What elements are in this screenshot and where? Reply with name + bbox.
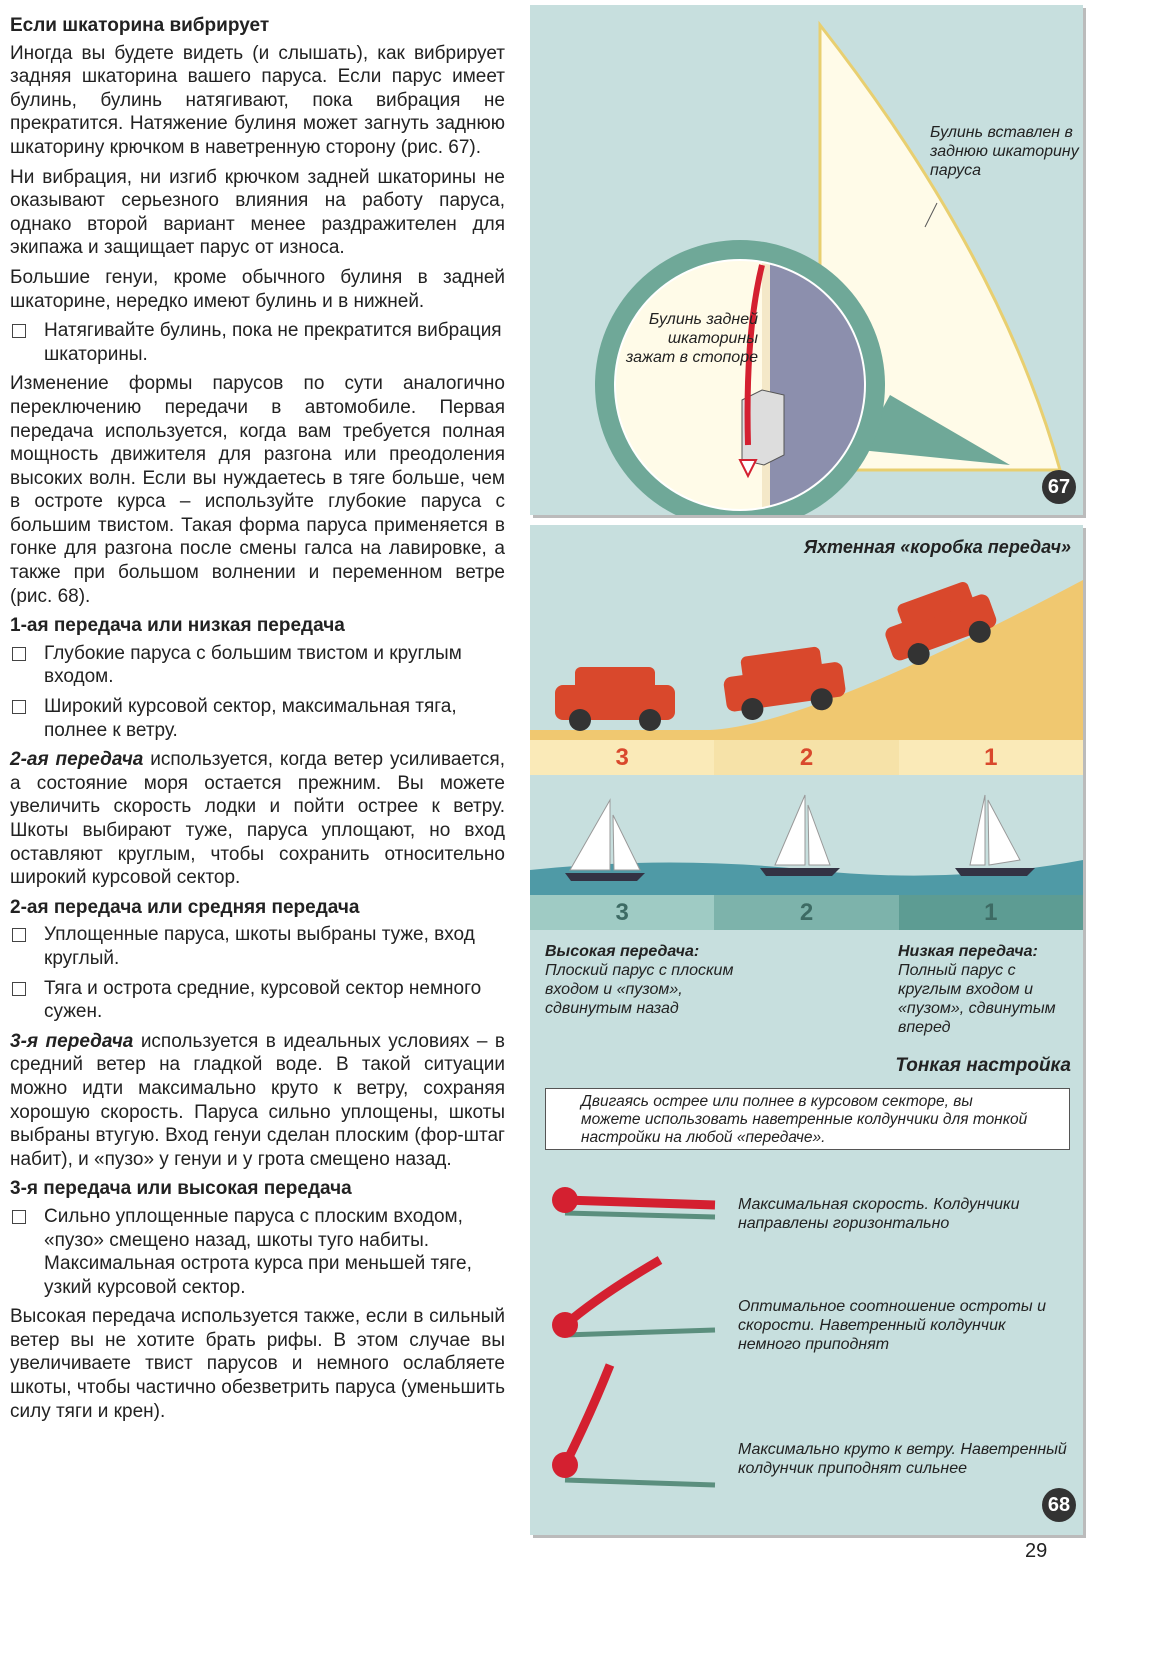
fine-tuning-title: Тонкая настройка xyxy=(895,1055,1071,1076)
low-gear-note xyxy=(898,943,1083,1037)
checklist-item xyxy=(10,1205,505,1299)
paragraph: Большие генуи, кроме обычного булиня в задней шкаторине, нередко имеют булинь и в нижней. xyxy=(10,266,505,312)
gears-illustration xyxy=(530,525,1083,945)
high-gear-note xyxy=(545,943,765,1018)
figure-68 xyxy=(530,525,1083,1535)
telltale-icon xyxy=(552,1260,715,1338)
checkbox-icon xyxy=(12,324,26,338)
checklist-text: Широкий курсовой сектор, максимальная тяга, полнее к ветру. xyxy=(44,696,457,741)
main-text-column xyxy=(10,8,505,1429)
telltale-icon xyxy=(552,1187,715,1217)
figure-title: Яхтенная «коробка передач» xyxy=(803,537,1071,557)
checklist-item xyxy=(10,695,505,742)
telltale-icon xyxy=(552,1365,715,1485)
checkbox-icon xyxy=(12,700,26,714)
gear-label: 2 xyxy=(714,895,898,930)
low-gear-title: Низкая передача: xyxy=(898,943,1038,960)
checklist-item xyxy=(10,642,505,689)
heading-leech-vibration: Если шкаторина вибрирует xyxy=(10,15,270,36)
paragraph: Иногда вы будете видеть (и слышать), как вибрирует задняя шкаторина вашего паруса. Если парус имеет булинь, булинь натягивают, пока вибрация не прекратится. Натяжение булиня может загнуть заднюю шкаторину крючком в наветренную сторону (рис. 67). xyxy=(10,42,505,158)
term: 2-ая передача xyxy=(10,749,144,771)
checklist-text: Натягивайте булинь, пока не прекратится вибрация шкаторины. xyxy=(44,320,502,365)
checkbox-icon xyxy=(12,982,26,996)
gear-label: 3 xyxy=(615,743,629,771)
checkbox-icon xyxy=(12,647,26,661)
paragraph: Ни вибрация, ни изгиб крючком задней шкаторины не оказывают серьезного влияния на работу паруса, однако второй вариант менее раздражителен для экипажа и защищает парус от износа. xyxy=(10,166,505,259)
checklist-text: Сильно уплощенные паруса с плоским входом, «пузо» смещено назад, шкоты туго набиты. Максимальная острота курса при меньшей тяге, узкий курсовой сектор. xyxy=(44,1205,472,1298)
figure-number-badge: 67 xyxy=(1042,470,1076,504)
page-number: 29 xyxy=(1025,1540,1048,1562)
checkbox-icon xyxy=(12,1210,26,1224)
label-leech-line: Булинь вставлен в заднюю шкаторину паруса xyxy=(930,124,1079,179)
telltales-illustration xyxy=(550,1155,750,1535)
heading-gear-2: 2-ая передача или средняя передача xyxy=(10,896,360,918)
figure-67 xyxy=(530,5,1083,515)
paragraph xyxy=(10,748,505,890)
telltale-caption: Максимально круто к ветру. Наветренный колдунчик приподнят сильнее xyxy=(738,1441,1067,1477)
gear-label: 1 xyxy=(899,895,1083,930)
checklist-item xyxy=(10,923,505,970)
checklist-item xyxy=(10,977,505,1024)
checklist-item xyxy=(10,319,505,366)
heading-gear-3: 3-я передача или высокая передача xyxy=(10,1178,352,1200)
telltale-caption: Максимальная скорость. Колдунчики направлены горизонтально xyxy=(738,1196,1020,1232)
checklist-text: Тяга и острота средние, курсовой сектор немного сужен. xyxy=(44,977,482,1023)
low-gear-text: Полный парус с круглым входом и «пузом», сдвинутым вперед xyxy=(898,962,1056,1036)
gear-strip-sea xyxy=(530,895,1083,930)
paragraph-text: используется в идеальных условиях – в средний ветер на гладкой воде. В такой ситуации можно идти максимально круто к ветру, сохраняя хорошую скорость. Паруса сильно уплощены, шкоты выбраны втугую. Вход генуи сделан плоским (фор-штаг набит), и «пузо» у генуи и у грота смещено назад. xyxy=(10,1030,505,1170)
car-icon xyxy=(555,667,675,731)
gear-label: 2 xyxy=(714,740,898,775)
checklist-text: Глубокие паруса с большим твистом и круглым входом. xyxy=(44,642,462,688)
label-line-cleat: Булинь задней шкаторины зажат в стопоре xyxy=(625,311,758,366)
checkbox-icon xyxy=(12,928,26,942)
heading-gear-1: 1-ая передача или низкая передача xyxy=(10,615,345,637)
gear-label: 3 xyxy=(615,898,629,926)
fine-tuning-box: Двигаясь острее или полнее в курсовом секторе, вы можете использовать наветренные колдунчики для тонкой настройки на любой «передаче». xyxy=(545,1088,1070,1150)
checklist-text: Уплощенные паруса, шкоты выбраны туже, вход круглый. xyxy=(44,924,475,969)
paragraph: Высокая передача используется также, если в сильный ветер вы не хотите брать рифы. В этом случае вы увеличиваете твист парусов и немного ослабляете шкоты, чтобы частично обезветрить паруса (уменьшить силу тяги и крен). xyxy=(10,1306,505,1422)
paragraph xyxy=(10,1030,505,1172)
high-gear-text: Плоский парус с плоским входом и «пузом», сдвинутым назад xyxy=(545,962,734,1017)
telltale-caption: Оптимальное соотношение остроты и скорости. Наветренный колдунчик немного приподнят xyxy=(738,1298,1046,1353)
sail-illustration xyxy=(530,5,1083,515)
gear-label: 1 xyxy=(984,743,998,771)
figure-number-badge: 68 xyxy=(1042,1488,1076,1522)
high-gear-title: Высокая передача: xyxy=(545,943,700,960)
paragraph: Изменение формы парусов по сути аналогично переключению передачи в автомобиле. Первая передача используется, когда вам требуется полная мощность движителя для разгона или преодоления высоких волн. Если вы нуждаетесь в тяге больше, чем в остроте курса – используйте глубокие паруса с большим твистом. Такая форма паруса применяется в гонке для разгона после смены галса на лавировке, а также при большом волнении и переменном ветре (рис. 68). xyxy=(10,373,505,607)
paragraph-text: используется, когда ветер усиливается, а состояние моря остается прежним. Вы можете увеличить скорость лодки и пойти острее к ветру. Шкоты выбирают туже, паруса уплощают, но вход оставляют круглым, чтобы сохранить относительно широкий курсовой сектор. xyxy=(10,749,505,889)
gear-strip-land xyxy=(530,740,1083,775)
term: 3-я передача xyxy=(10,1030,134,1052)
